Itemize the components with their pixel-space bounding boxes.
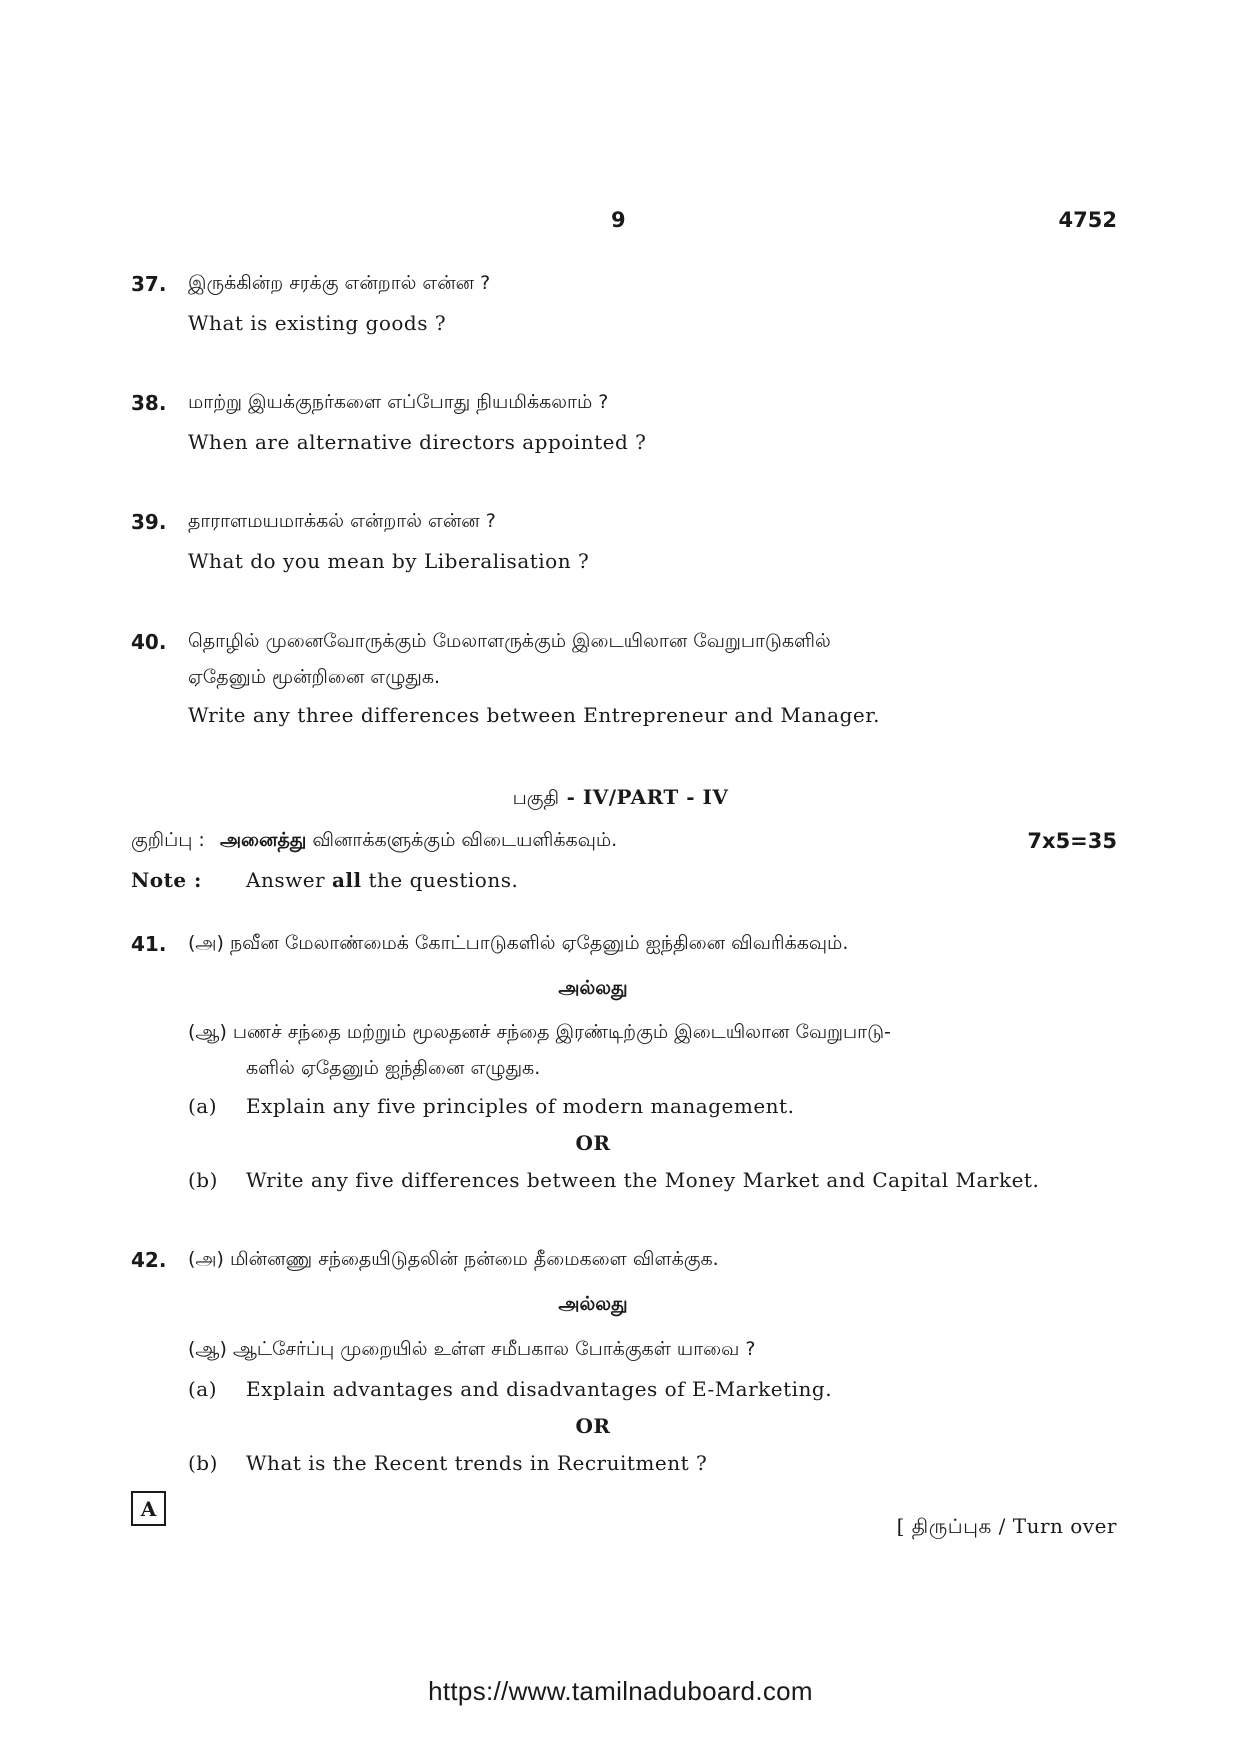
option-b-english: What is the Recent trends in Recruitment ? — [246, 1451, 708, 1475]
question-number: 40. — [131, 630, 167, 654]
note-tamil-rest: வினாக்களுக்கும் விடையளிக்கவும். — [306, 829, 618, 851]
option-b-label: (b) — [188, 1451, 218, 1475]
or-english: OR — [575, 1414, 611, 1438]
part-title-roman: IV/PART - IV — [582, 785, 729, 809]
note-english — [246, 868, 518, 892]
marks-allocation: 7x5=35 — [1027, 829, 1117, 853]
question-tamil-line1: தொழில் முனைவோருக்கும் மேலாளருக்கும் இடையிலான வேறுபாடுகளில் — [188, 630, 831, 652]
option-a-english: Explain advantages and disadvantages of E-Marketing. — [246, 1377, 833, 1401]
part-title-tamil: பகுதி — [512, 787, 560, 809]
question-number: 38. — [131, 391, 167, 415]
or-english: OR — [575, 1131, 611, 1155]
question-tamil-line2: ஏதேனும் மூன்றினை எழுதுக. — [188, 666, 441, 688]
question-number: 42. — [131, 1248, 167, 1272]
part-title-separator: - — [559, 785, 583, 809]
question-english: Write any three differences between Entrepreneur and Manager. — [188, 703, 880, 727]
option-b-label: (b) — [188, 1168, 218, 1192]
note-tamil-label: குறிப்பு : — [131, 829, 205, 851]
note-tamil — [131, 829, 617, 854]
option-a-label: (a) — [188, 1094, 218, 1118]
question-english: What do you mean by Liberalisation ? — [188, 549, 590, 573]
series-box: A — [131, 1491, 166, 1526]
note-pre: Answer — [246, 868, 332, 892]
source-url[interactable]: https://www.tamilnaduboard.com — [428, 1676, 813, 1706]
option-b-tamil: (ஆ) ஆட்சேர்ப்பு முறையில் உள்ள சமீபகால போக்குகள் யாவை ? — [188, 1338, 756, 1360]
option-a-tamil: (அ) மின்னணு சந்தையிடுதலின் நன்மை தீமைகளை விளக்குக. — [188, 1248, 719, 1270]
note-post: the questions. — [361, 868, 519, 892]
option-b-tamil-line2: களில் ஏதேனும் ஐந்தினை எழுதுக. — [246, 1057, 541, 1079]
part-heading — [0, 785, 1241, 812]
question-english: What is existing goods ? — [188, 311, 447, 335]
option-b-english: Write any five differences between the Money Market and Capital Market. — [246, 1168, 1040, 1192]
question-number: 39. — [131, 510, 167, 534]
or-tamil: அல்லது — [558, 977, 628, 999]
question-english: When are alternative directors appointed ? — [188, 430, 647, 454]
question-number: 41. — [131, 932, 167, 956]
paper-code: 4752 — [1058, 208, 1117, 232]
option-b-tamil-line1: (ஆ) பணச் சந்தை மற்றும் மூலதனச் சந்தை இரண்டிற்கும் இடையிலான வேறுபாடு- — [188, 1021, 891, 1043]
question-tamil: இருக்கின்ற சரக்கு என்றால் என்ன ? — [188, 272, 491, 294]
question-tamil: மாற்று இயக்குநர்களை எப்போது நியமிக்கலாம் ? — [188, 391, 609, 413]
question-tamil: தாராளமயமாக்கல் என்றால் என்ன ? — [188, 510, 496, 532]
option-a-english: Explain any five principles of modern management. — [246, 1094, 795, 1118]
note-bold: all — [331, 868, 362, 892]
option-a-label: (a) — [188, 1377, 218, 1401]
turn-over-text: [ திருப்புக / Turn over — [896, 1514, 1117, 1538]
page-number: 9 — [611, 208, 626, 232]
option-a-tamil: (அ) நவீன மேலாண்மைக் கோட்பாடுகளில் ஏதேனும் ஐந்தினை விவரிக்கவும். — [188, 932, 849, 954]
note-tamil-bold: அனைத்து — [219, 829, 307, 851]
or-tamil: அல்லது — [558, 1293, 628, 1315]
question-number: 37. — [131, 272, 167, 296]
note-label: Note : — [131, 868, 202, 892]
